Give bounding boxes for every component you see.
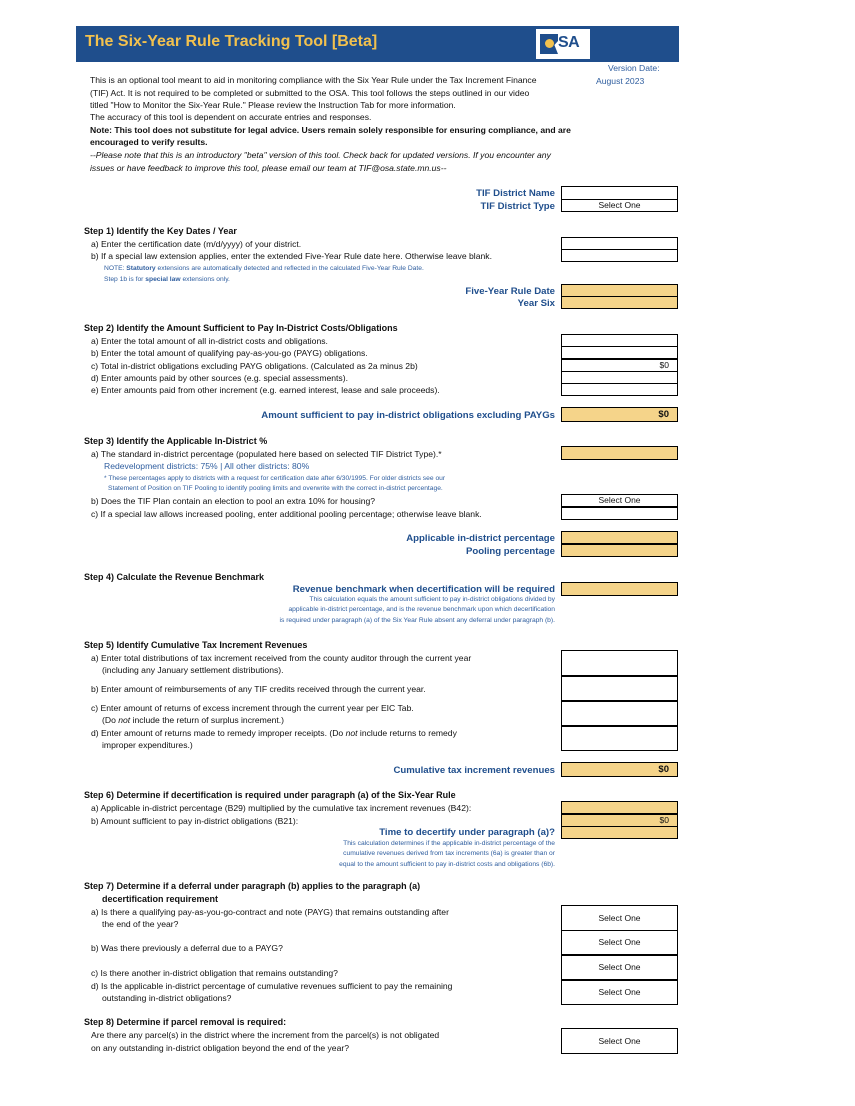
intro-beta-note: --Please note that this is an introductory "beta" version of this tool. Check back for updated versions. If you encounter any	[90, 150, 551, 160]
step8-heading: Step 8) Determine if parcel removal is required:	[84, 1017, 287, 1027]
step5-c: (Do not include the return of surplus increment.)	[102, 715, 285, 725]
revenue-benchmark-output	[561, 582, 678, 596]
step5-c: c) Enter amount of returns of excess increment through the current year per EIC Tab.	[91, 703, 414, 713]
intro-line: This is an optional tool meant to aid in monitoring compliance with the Six Year Rule under the Tax Increment Finance	[90, 75, 537, 85]
district-name-label: TIF District Name	[476, 188, 555, 199]
step7-d: outstanding in-district obligations?	[102, 993, 232, 1003]
amount-sufficient-b21-output: $0	[561, 814, 678, 827]
intro-line: titled "How to Monitor the Six-Year Rule." Please review the Instruction Tab for more information.	[90, 100, 456, 110]
step1-note: Step 1b is for special law extensions only.	[104, 276, 230, 283]
intro-note: encouraged to verify results.	[90, 137, 208, 147]
payg-outstanding-select[interactable]: Select One	[561, 905, 678, 931]
step6-heading: Step 6) Determine if decertification is required under paragraph (a) of the Six-Year Rule	[84, 790, 456, 800]
step2-e: e) Enter amounts paid from other increment (e.g. earned interest, lease and sale proceeds).	[91, 385, 440, 395]
previous-deferral-select[interactable]: Select One	[561, 930, 678, 955]
osa-logo: SA	[536, 29, 590, 59]
step3-c: c) If a special law allows increased pooling, enter additional pooling percentage; otherwise leave blank.	[91, 509, 482, 519]
step8-question: Are there any parcel(s) in the district where the increment from the parcel(s) is not obligated	[91, 1030, 440, 1040]
step5-b: b) Enter amount of reimbursements of any TIF credits received through the current year.	[91, 684, 426, 694]
step1-note: NOTE: Statutory extensions are automatically detected and reflected in the calculated Five-Year Rule Date.	[104, 265, 424, 272]
obligations-excluding-payg-output: $0	[561, 359, 678, 372]
tax-increment-distributions-input[interactable]	[561, 650, 678, 676]
step6-calc-note: equal to the amount sufficient to pay in-district costs and obligations (6b).	[339, 861, 555, 868]
revenue-benchmark-label: Revenue benchmark when decertification will be required	[292, 584, 555, 595]
year-six-label: Year Six	[517, 298, 555, 309]
payg-input[interactable]	[561, 346, 678, 359]
step3-note: * These percentages apply to districts with a request for certification date after 6/30/1995. For older districts see our	[104, 475, 446, 482]
cumulative-revenues-output: $0	[561, 762, 678, 777]
other-increment-input[interactable]	[561, 383, 678, 396]
district-type-select[interactable]: Select One	[561, 199, 678, 212]
step5-d: d) Enter amount of returns made to remedy improper receipts. (Do not include returns to remedy	[91, 728, 457, 738]
housing-pool-select[interactable]: Select One	[561, 494, 678, 507]
step5-d: improper expenditures.)	[102, 740, 193, 750]
step7-heading: Step 7) Determine if a deferral under paragraph (b) applies to the paragraph (a)	[84, 881, 421, 891]
parcel-removal-select[interactable]: Select One	[561, 1028, 678, 1054]
step6-calc-note: This calculation determines if the applicable in-district percentage of the	[343, 840, 555, 847]
improper-receipt-returns-input[interactable]	[561, 726, 678, 751]
step5-heading: Step 5) Identify Cumulative Tax Increment Revenues	[84, 640, 308, 650]
step2-c: c) Total in-district obligations excluding PAYG obligations. (Calculated as 2a minus 2b)	[91, 361, 418, 371]
step1-heading: Step 1) Identify the Key Dates / Year	[84, 226, 237, 236]
year-six-output	[561, 296, 678, 309]
cumulative-revenues-label: Cumulative tax increment revenues	[393, 765, 555, 776]
step1-a: a) Enter the certification date (m/d/yyyy) of your district.	[91, 239, 302, 249]
page-title: The Six-Year Rule Tracking Tool [Beta]	[85, 33, 378, 50]
step5-a: a) Enter total distributions of tax increment received from the county auditor through the current year	[91, 653, 472, 663]
applicable-percentage-label: Applicable in-district percentage	[406, 533, 555, 544]
step8-question: on any outstanding in-district obligation beyond the end of the year?	[91, 1043, 349, 1053]
logo-circle-icon	[545, 39, 554, 48]
applicable-percentage-output	[561, 531, 678, 544]
excess-increment-returns-input[interactable]	[561, 701, 678, 726]
intro-beta-note: issues or have feedback to improve this tool, please email our team at TIF@osa.state.mn.us--	[90, 163, 447, 173]
applicable-revenue-output	[561, 801, 678, 814]
pooling-percentage-output	[561, 544, 678, 557]
pooling-percentage-label: Pooling percentage	[465, 546, 555, 557]
time-to-decertify-label: Time to decertify under paragraph (a)?	[379, 827, 555, 838]
district-type-label: TIF District Type	[480, 201, 555, 212]
step2-b: b) Enter the total amount of qualifying pay-as-you-go (PAYG) obligations.	[91, 348, 368, 358]
intro-line: (TIF) Act. It is not required to be completed or submitted to the OSA. This tool follows the steps outlined in our video	[90, 88, 530, 98]
step6-a: a) Applicable in-district percentage (B29) multiplied by the cumulative tax increment revenues (B42):	[91, 803, 472, 813]
step7-d: d) Is the applicable in-district percentage of cumulative revenues sufficient to pay the remaining	[91, 981, 453, 991]
five-year-rule-date-label: Five-Year Rule Date	[465, 286, 555, 297]
amount-sufficient-label: Amount sufficient to pay in-district obligations excluding PAYGs	[261, 410, 555, 421]
amount-sufficient-output: $0	[561, 407, 678, 422]
step4-calc-note: is required under paragraph (a) of the Six Year Rule absent any deferral under paragraph (b).	[279, 617, 555, 624]
step4-calc-note: This calculation equals the amount sufficient to pay in-district obligations divided by	[309, 596, 555, 603]
intro-line: The accuracy of this tool is dependent on accurate entries and responses.	[90, 112, 372, 122]
step4-calc-note: applicable in-district percentage, and is the revenue benchmark upon which decertification	[288, 606, 555, 613]
step7-a: the end of the year?	[102, 919, 179, 929]
step3-a: a) The standard in-district percentage (populated here based on selected TIF District Type).*	[91, 449, 442, 459]
step5-a: (including any January settlement distributions).	[102, 665, 284, 675]
step7-b: b) Was there previously a deferral due to a PAYG?	[91, 943, 283, 953]
special-pooling-input[interactable]	[561, 507, 678, 520]
step3-note: Statement of Position on TIF Pooling to identify pooling limits and overwrite with the correct in-district percentage.	[108, 485, 443, 492]
version-date: August 2023	[596, 76, 645, 86]
extended-date-input[interactable]	[561, 249, 678, 262]
step6-b: b) Amount sufficient to pay in-district obligations (B21):	[91, 816, 299, 826]
step4-heading: Step 4) Calculate the Revenue Benchmark	[84, 572, 265, 582]
header-banner	[76, 26, 679, 62]
step2-d: d) Enter amounts paid by other sources (e.g. special assessments).	[91, 373, 348, 383]
other-obligation-select[interactable]: Select One	[561, 955, 678, 980]
step7-heading: decertification requirement	[102, 894, 219, 904]
step3-rates: Redevelopment districts: 75% | All other districts: 80%	[104, 461, 310, 471]
district-name-input[interactable]	[561, 186, 678, 200]
step3-heading: Step 3) Identify the Applicable In-District %	[84, 436, 268, 446]
step2-a: a) Enter the total amount of all in-district costs and obligations.	[91, 336, 328, 346]
step1-b: b) If a special law extension applies, enter the extended Five-Year Rule date here. Otherwise leave blank.	[91, 251, 492, 261]
standard-percentage-output	[561, 446, 678, 460]
intro-note: Note: This tool does not substitute for legal advice. Users remain solely responsible for ensuring compliance, and are	[90, 125, 571, 135]
step2-heading: Step 2) Identify the Amount Sufficient to Pay In-District Costs/Obligations	[84, 323, 398, 333]
step7-a: a) Is there a qualifying pay-as-you-go-contract and note (PAYG) that remains outstanding after	[91, 907, 449, 917]
tif-credit-reimbursements-input[interactable]	[561, 676, 678, 701]
step6-calc-note: cumulative revenues derived from tax increments (6a) is greater than or	[343, 850, 555, 857]
version-label: Version Date:	[608, 63, 660, 73]
sufficient-revenues-select[interactable]: Select One	[561, 980, 678, 1005]
step7-c: c) Is there another in-district obligation that remains outstanding?	[91, 968, 338, 978]
step3-b: b) Does the TIF Plan contain an election to pool an extra 10% for housing?	[91, 496, 376, 506]
time-to-decertify-output	[561, 826, 678, 839]
